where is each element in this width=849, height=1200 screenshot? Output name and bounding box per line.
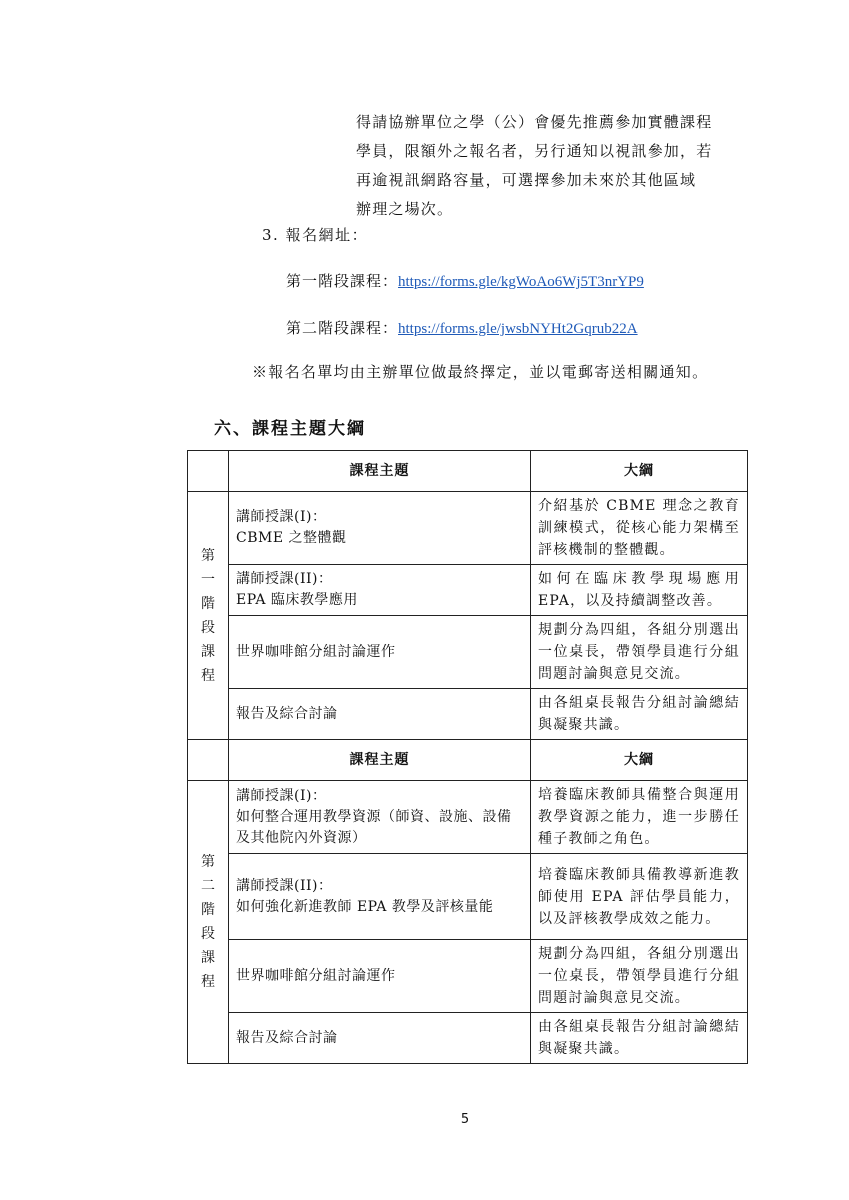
outline-cell: 如何在臨床教學現場應用 EPA，以及持續調整改善。 <box>531 565 748 616</box>
table-header-row <box>188 740 748 781</box>
table-row <box>188 689 748 740</box>
outline-cell: 規劃分為四組，各組分別選出一位桌長，帶領學員進行分組問題討論與意見交流。 <box>531 940 748 1013</box>
intro-paragraph <box>356 108 736 224</box>
stage-char: 第 <box>201 854 215 870</box>
stage-char: 第 <box>201 547 215 564</box>
outline-cell: 由各組桌長報告分組討論總結與凝聚共識。 <box>531 1013 748 1064</box>
topic-line: 講師授課(II)： <box>236 877 333 894</box>
topic-line: 講師授課(II)： <box>236 571 333 587</box>
header-topic: 課程主題 <box>229 451 531 492</box>
table-header-row <box>188 451 748 492</box>
stage-char: 二 <box>201 878 215 894</box>
table-row <box>188 565 748 616</box>
stage-char: 程 <box>201 667 215 684</box>
intro-line: 學員，限額外之報名者，另行通知以視訊參加，若 <box>356 142 713 160</box>
header-topic: 課程主題 <box>229 740 531 781</box>
stage-char: 階 <box>201 902 215 918</box>
stage-char: 段 <box>201 619 215 636</box>
stage-char: 程 <box>201 974 215 990</box>
topic-line: 世界咖啡館分組討論運作 <box>236 967 396 984</box>
stage2-url-link[interactable]: https://forms.gle/jwsbNYHt2Gqrub22A <box>398 321 638 337</box>
table-row <box>188 781 748 854</box>
outline-cell: 培養臨床教師具備教導新進教師使用 EPA 評估學員能力，以及評核教學成效之能力。 <box>531 854 748 940</box>
topic-line: 報告及綜合討論 <box>236 705 338 722</box>
page-number: 5 <box>460 1112 470 1127</box>
topic-line: CBME 之整體觀 <box>236 530 347 546</box>
outline-cell: 規劃分為四組，各組分別選出一位桌長，帶領學員進行分組問題討論與意見交流。 <box>531 616 748 689</box>
outline-cell: 培養臨床教師具備整合與運用教學資源之能力，進一步勝任種子教師之角色。 <box>531 781 748 854</box>
table-row <box>188 1013 748 1064</box>
topic-line: 如何強化新進教師 EPA 教學及評核量能 <box>236 898 494 915</box>
header-empty-cell <box>188 451 229 492</box>
topic-cell <box>229 940 531 1013</box>
stage1-registration <box>286 270 644 291</box>
stage-char: 段 <box>201 926 215 942</box>
stage1-url-link[interactable]: https://forms.gle/kgWoAo6Wj5T3nrYP9 <box>398 274 644 290</box>
topic-line: 報告及綜合討論 <box>236 1029 338 1046</box>
topic-line: 如何整合運用教學資源（師資、設施、設備及其他院內外資源） <box>236 808 512 846</box>
header-empty-cell <box>188 740 229 781</box>
stage2-label: 第二階段課程： <box>286 319 399 337</box>
topic-cell <box>229 689 531 740</box>
registration-note: ※報名名單均由主辦單位做最終擇定，並以電郵寄送相關通知。 <box>252 363 709 381</box>
topic-cell <box>229 565 531 616</box>
intro-line: 得請協辦單位之學（公）會優先推薦參加實體課程 <box>356 113 713 131</box>
stage-char: 課 <box>201 643 215 660</box>
section-title: 六、課程主題大綱 <box>214 419 366 439</box>
outline-cell: 介紹基於 CBME 理念之教育訓練模式，從核心能力架構至評核機制的整體觀。 <box>531 492 748 565</box>
header-outline: 大綱 <box>531 451 748 492</box>
course-outline-table <box>187 450 748 1064</box>
registration-heading: 3. 報名網址： <box>262 226 369 244</box>
stage-char: 階 <box>201 595 215 612</box>
topic-cell <box>229 616 531 689</box>
table-row <box>188 940 748 1013</box>
topic-line: 講師授課(I)： <box>236 509 327 525</box>
stage2-registration <box>286 317 638 338</box>
topic-cell <box>229 854 531 940</box>
topic-cell <box>229 1013 531 1064</box>
table-row <box>188 492 748 565</box>
topic-line: 講師授課(I)： <box>236 787 327 804</box>
stage2-label-cell <box>188 781 229 1064</box>
intro-line: 辦理之場次。 <box>356 200 454 218</box>
stage1-label-cell <box>188 492 229 740</box>
table-row <box>188 616 748 689</box>
header-outline: 大綱 <box>531 740 748 781</box>
topic-line: 世界咖啡館分組討論運作 <box>236 643 396 660</box>
topic-line: EPA 臨床教學應用 <box>236 592 358 608</box>
topic-cell <box>229 492 531 565</box>
intro-line: 再逾視訊網路容量，可選擇參加未來於其他區域 <box>356 171 697 189</box>
stage-char: 課 <box>201 950 215 966</box>
stage1-label: 第一階段課程： <box>286 272 399 290</box>
topic-cell <box>229 781 531 854</box>
stage-char: 一 <box>201 571 215 588</box>
outline-cell: 由各組桌長報告分組討論總結與凝聚共識。 <box>531 689 748 740</box>
table-row <box>188 854 748 940</box>
